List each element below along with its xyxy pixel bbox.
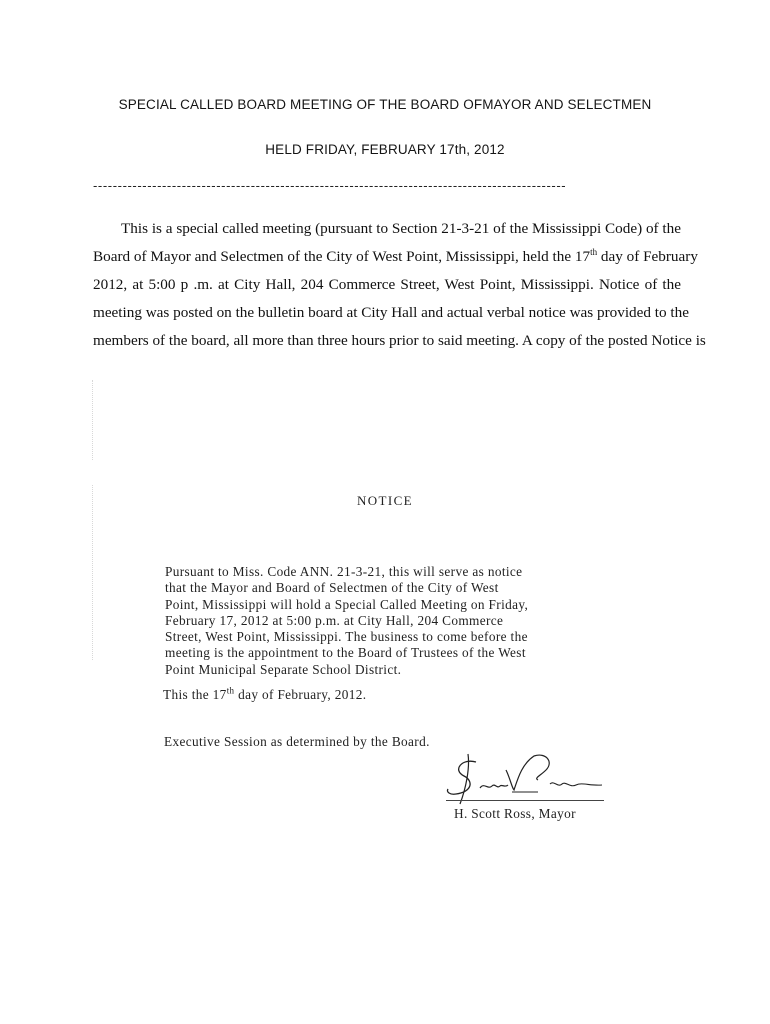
signer-name: H. Scott Ross, Mayor xyxy=(454,806,576,821)
date-text: This the 17 xyxy=(163,687,227,702)
notice-date xyxy=(163,687,366,703)
notice-line: Pursuant to Miss. Code ANN. 21-3-21, this will serve as notice xyxy=(165,564,523,579)
document-subtitle: HELD FRIDAY, FEBRUARY 17th, 2012 xyxy=(265,142,505,157)
scan-artifact xyxy=(92,380,95,460)
signature-line xyxy=(446,800,604,801)
paragraph-line: This is a special called meeting (pursuant to Section 21-3-21 of the Mississippi Code) of the xyxy=(121,220,681,237)
meeting-paragraph xyxy=(93,215,706,355)
superscript: th xyxy=(226,685,235,696)
document-title: SPECIAL CALLED BOARD MEETING OF THE BOARD OFMAYOR AND SELECTMEN xyxy=(118,97,652,112)
notice-line: meeting is the appointment to the Board of Trustees of the West xyxy=(165,645,526,661)
notice-line: Point Municipal Separate School District. xyxy=(165,661,402,677)
executive-session-note: Executive Session as determined by the Board. xyxy=(164,734,430,749)
mayor-signature xyxy=(442,748,612,808)
paragraph-text: day of February xyxy=(597,248,698,265)
scan-artifact xyxy=(92,485,95,660)
notice-heading: NOTICE xyxy=(356,493,414,508)
superscript: th xyxy=(590,246,598,257)
date-text: day of February, 2012. xyxy=(234,687,367,702)
separator-line: ------------------------------------------------------------------------------------------------ xyxy=(93,178,567,193)
paragraph-line: members of the board, all more than three hours prior to said meeting. A copy of the posted Notice is xyxy=(93,332,706,349)
paragraph-text: Board of Mayor and Selectmen of the City of West Point, Mississippi, held the 17 xyxy=(93,248,591,265)
paragraph-line xyxy=(93,243,698,271)
notice-line: February 17, 2012 at 5:00 p.m. at City Hall, 204 Commerce xyxy=(165,612,504,628)
notice-line: Point, Mississippi will hold a Special Called Meeting on Friday, xyxy=(165,596,529,612)
paragraph-line: meeting was posted on the bulletin board at City Hall and actual verbal notice was provided to the xyxy=(93,304,689,321)
notice-line: that the Mayor and Board of Selectmen of the City of West xyxy=(165,580,499,596)
notice-body xyxy=(165,564,615,678)
paragraph-line: 2012, at 5:00 p .m. at City Hall, 204 Commerce Street, West Point, Mississippi. Notice of the xyxy=(93,276,681,293)
notice-line: Street, West Point, Mississippi. The business to come before the xyxy=(165,629,528,645)
